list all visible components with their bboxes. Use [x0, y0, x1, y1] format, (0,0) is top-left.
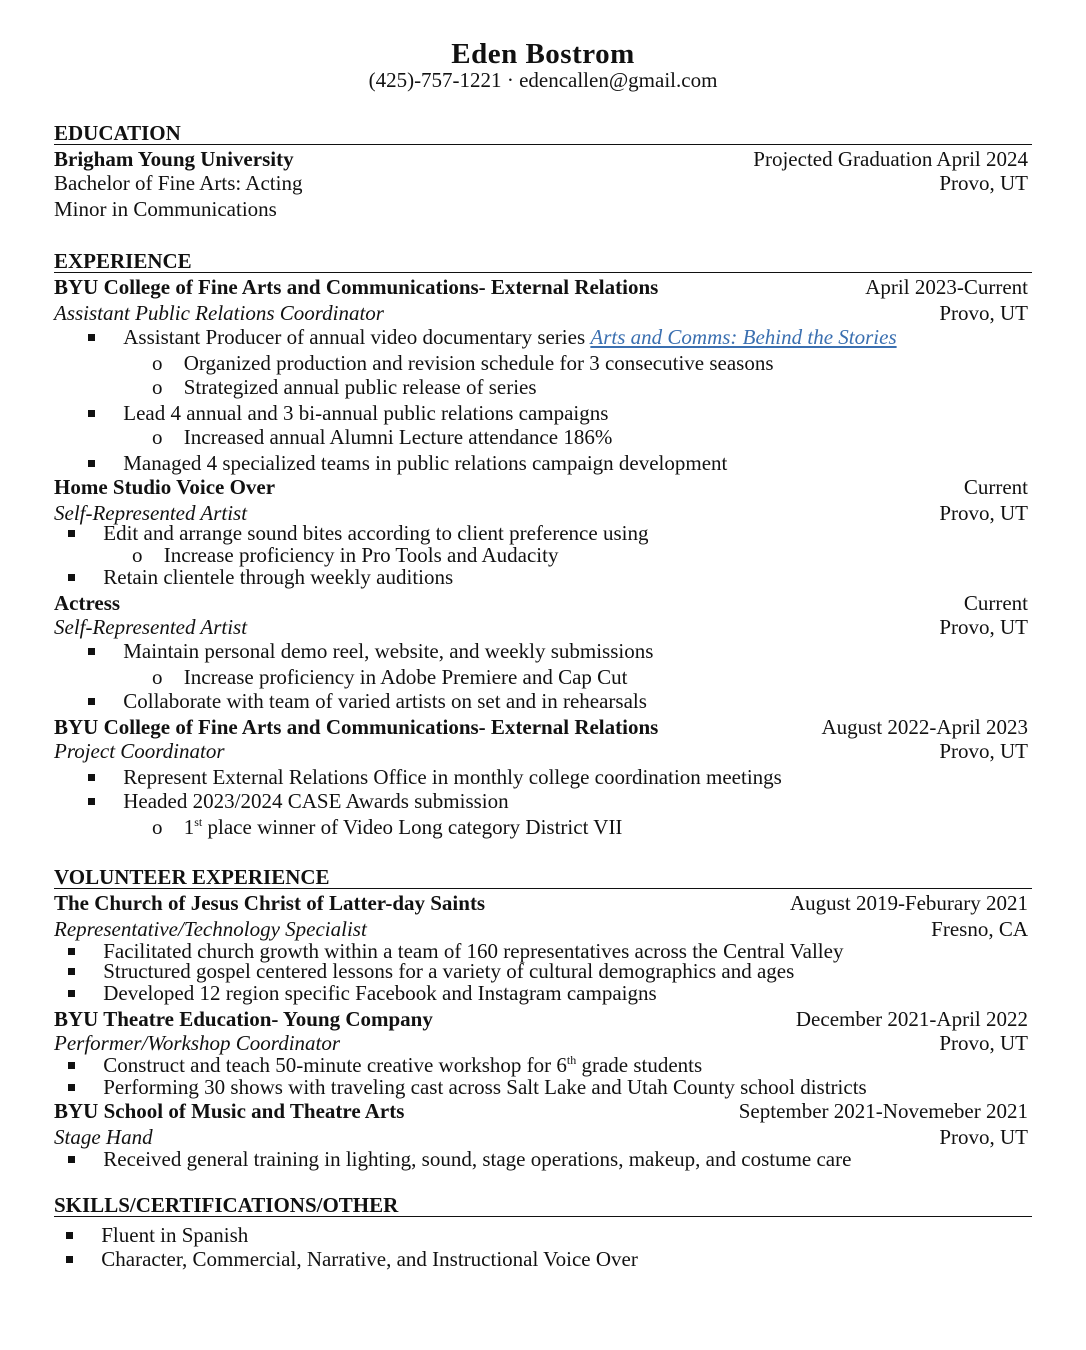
bullet-item	[68, 1075, 867, 1099]
bullet-text: Managed 4 specialized teams in public relations campaign development	[123, 451, 728, 475]
bullet-text: Performing 30 shows with traveling cast across Salt Lake and Utah County school districts	[103, 1075, 867, 1099]
job-title: Assistant Public Relations Coordinator	[54, 301, 384, 325]
bullet-item	[88, 325, 897, 349]
circle-bullet-icon: o	[152, 815, 163, 839]
bullet-item	[68, 1147, 851, 1171]
job-date: December 2021-April 2022	[795, 1007, 1028, 1031]
bullet-item	[88, 789, 509, 813]
job-date: Current	[963, 591, 1028, 615]
job-date: April 2023-Current	[865, 275, 1028, 299]
job-location: Provo, UT	[939, 1031, 1028, 1055]
job-date: August 2022-April 2023	[821, 715, 1028, 739]
education-school: Brigham Young University	[54, 147, 294, 171]
bullet-item	[68, 959, 794, 983]
sub-bullet-item	[152, 425, 612, 449]
sub-bullet-text: Strategized annual public release of series	[183, 375, 537, 399]
experience-heading: EXPERIENCE	[54, 249, 192, 273]
bullet-text: Retain clientele through weekly auditions	[103, 565, 454, 589]
contact-line	[0, 68, 1086, 92]
bullet-text: Facilitated church growth within a team of 160 representatives across the Central Valley	[103, 939, 844, 963]
circle-bullet-icon: o	[132, 543, 143, 567]
bullet-text: Received general training in lighting, sound, stage operations, makeup, and costume care	[103, 1147, 852, 1171]
square-bullet-icon	[68, 990, 75, 997]
bullet-item	[88, 639, 653, 663]
job-org: BYU College of Fine Arts and Communications- External Relations	[54, 275, 659, 299]
square-bullet-icon	[88, 648, 95, 655]
sub-bullet-rest: place winner of Video Long category District VII	[202, 815, 623, 839]
job-location: Provo, UT	[939, 301, 1028, 325]
job-org: BYU College of Fine Arts and Communications- External Relations	[54, 715, 659, 739]
sub-bullet-text	[184, 815, 623, 839]
bullet-item	[88, 689, 647, 713]
square-bullet-icon	[68, 1084, 75, 1091]
job-location: Provo, UT	[939, 1125, 1028, 1149]
job-date: August 2019-Feburary 2021	[790, 891, 1028, 915]
job-location: Provo, UT	[939, 501, 1028, 525]
sub-bullet-text: Increase proficiency in Adobe Premiere and Cap Cut	[183, 665, 628, 689]
education-location: Provo, UT	[939, 171, 1028, 195]
job-location: Fresno, CA	[931, 917, 1028, 941]
bullet-text: Represent External Relations Office in monthly college coordination meetings	[123, 765, 782, 789]
square-bullet-icon	[88, 798, 95, 805]
circle-bullet-icon: o	[152, 375, 163, 399]
sub-bullet-text: Increased annual Alumni Lecture attendance 186%	[183, 425, 613, 449]
job-title: Self-Represented Artist	[54, 501, 248, 525]
job-org: Home Studio Voice Over	[54, 475, 276, 499]
email-link[interactable]: edencallen@gmail.com	[519, 68, 718, 92]
bullet-item	[88, 765, 782, 789]
circle-bullet-icon: o	[152, 425, 163, 449]
skills-heading: SKILLS/CERTIFICATIONS/OTHER	[54, 1193, 399, 1217]
job-org: The Church of Jesus Christ of Latter-day Saints	[54, 891, 486, 915]
job-title: Project Coordinator	[54, 739, 225, 763]
bullet-text: Developed 12 region specific Facebook and Instagram campaigns	[103, 981, 657, 1005]
job-location: Provo, UT	[939, 739, 1028, 763]
job-org: BYU Theatre Education- Young Company	[54, 1007, 433, 1031]
job-date: Current	[963, 475, 1028, 499]
bullet-text: Assistant Producer of annual video documentary series	[123, 325, 586, 349]
education-minor: Minor in Communications	[54, 197, 277, 221]
bullet-item	[68, 981, 657, 1005]
square-bullet-icon	[68, 948, 75, 955]
bullet-text: Maintain personal demo reel, website, and weekly submissions	[123, 639, 654, 663]
square-bullet-icon	[66, 1232, 73, 1239]
volunteer-heading: VOLUNTEER EXPERIENCE	[54, 865, 330, 889]
bullet-text: Headed 2023/2024 CASE Awards submission	[123, 789, 509, 813]
bullet-text: Collaborate with team of varied artists on set and in rehearsals	[123, 689, 647, 713]
ordinal-suffix: th	[566, 1053, 577, 1067]
job-title: Performer/Workshop Coordinator	[54, 1031, 341, 1055]
sub-bullet-item	[152, 815, 622, 839]
resume-name: Eden Bostrom	[451, 38, 635, 70]
education-degree: Bachelor of Fine Arts: Acting	[54, 171, 303, 195]
ordinal-number: 1	[183, 815, 195, 839]
ordinal-suffix: st	[194, 815, 203, 829]
sub-bullet-text: Increase proficiency in Pro Tools and Audacity	[163, 543, 559, 567]
square-bullet-icon	[68, 1156, 75, 1163]
education-divider	[54, 144, 1032, 145]
sub-bullet-item	[152, 375, 537, 399]
sub-bullet-item	[152, 665, 628, 689]
volunteer-divider	[54, 888, 1032, 889]
square-bullet-icon	[88, 460, 95, 467]
sub-bullet-item	[132, 543, 558, 567]
education-heading: EDUCATION	[54, 121, 181, 145]
square-bullet-icon	[68, 574, 75, 581]
job-date: September 2021-Novemeber 2021	[738, 1099, 1028, 1123]
skill-item	[66, 1247, 638, 1271]
circle-bullet-icon: o	[152, 351, 163, 375]
bullet-text: Lead 4 annual and 3 bi-annual public relations campaigns	[123, 401, 609, 425]
contact-separator: ·	[506, 68, 514, 92]
bullet-text-part: Construct and teach 50-minute creative workshop for 6	[103, 1053, 567, 1077]
job-org: Actress	[54, 591, 121, 615]
bullet-text: Edit and arrange sound bites according to client preference using	[103, 521, 649, 545]
square-bullet-icon	[88, 698, 95, 705]
job-title: Representative/Technology Specialist	[54, 917, 367, 941]
square-bullet-icon	[88, 410, 95, 417]
skill-item	[66, 1223, 248, 1247]
circle-bullet-icon: o	[152, 665, 163, 689]
sub-bullet-item	[152, 351, 774, 375]
job-title: Self-Represented Artist	[54, 615, 248, 639]
bullet-text-part: grade students	[576, 1053, 703, 1077]
sub-bullet-text: Organized production and revision schedule for 3 consecutive seasons	[183, 351, 774, 375]
phone-number: (425)-757-1221	[368, 68, 502, 92]
bullet-item	[88, 401, 608, 425]
job-org: BYU School of Music and Theatre Arts	[54, 1099, 405, 1123]
square-bullet-icon	[68, 1062, 75, 1069]
experience-divider	[54, 272, 1032, 273]
bullet-text: Structured gospel centered lessons for a variety of cultural demographics and ages	[103, 959, 795, 983]
bullet-item	[68, 565, 453, 589]
job-title: Stage Hand	[54, 1125, 153, 1149]
bullet-text	[103, 1053, 702, 1077]
bullet-item	[68, 1053, 702, 1077]
square-bullet-icon	[66, 1256, 73, 1263]
bullet-item	[68, 521, 648, 545]
square-bullet-icon	[88, 334, 95, 341]
job-location: Provo, UT	[939, 615, 1028, 639]
square-bullet-icon	[68, 968, 75, 975]
bullet-item	[88, 451, 727, 475]
square-bullet-icon	[88, 774, 95, 781]
square-bullet-icon	[68, 530, 75, 537]
behind-the-stories-link[interactable]: Arts and Comms: Behind the Stories	[590, 325, 897, 349]
skills-divider	[54, 1216, 1032, 1217]
education-date: Projected Graduation April 2024	[753, 147, 1028, 171]
skill-text: Fluent in Spanish	[101, 1223, 249, 1247]
skill-text: Character, Commercial, Narrative, and Instructional Voice Over	[101, 1247, 638, 1271]
